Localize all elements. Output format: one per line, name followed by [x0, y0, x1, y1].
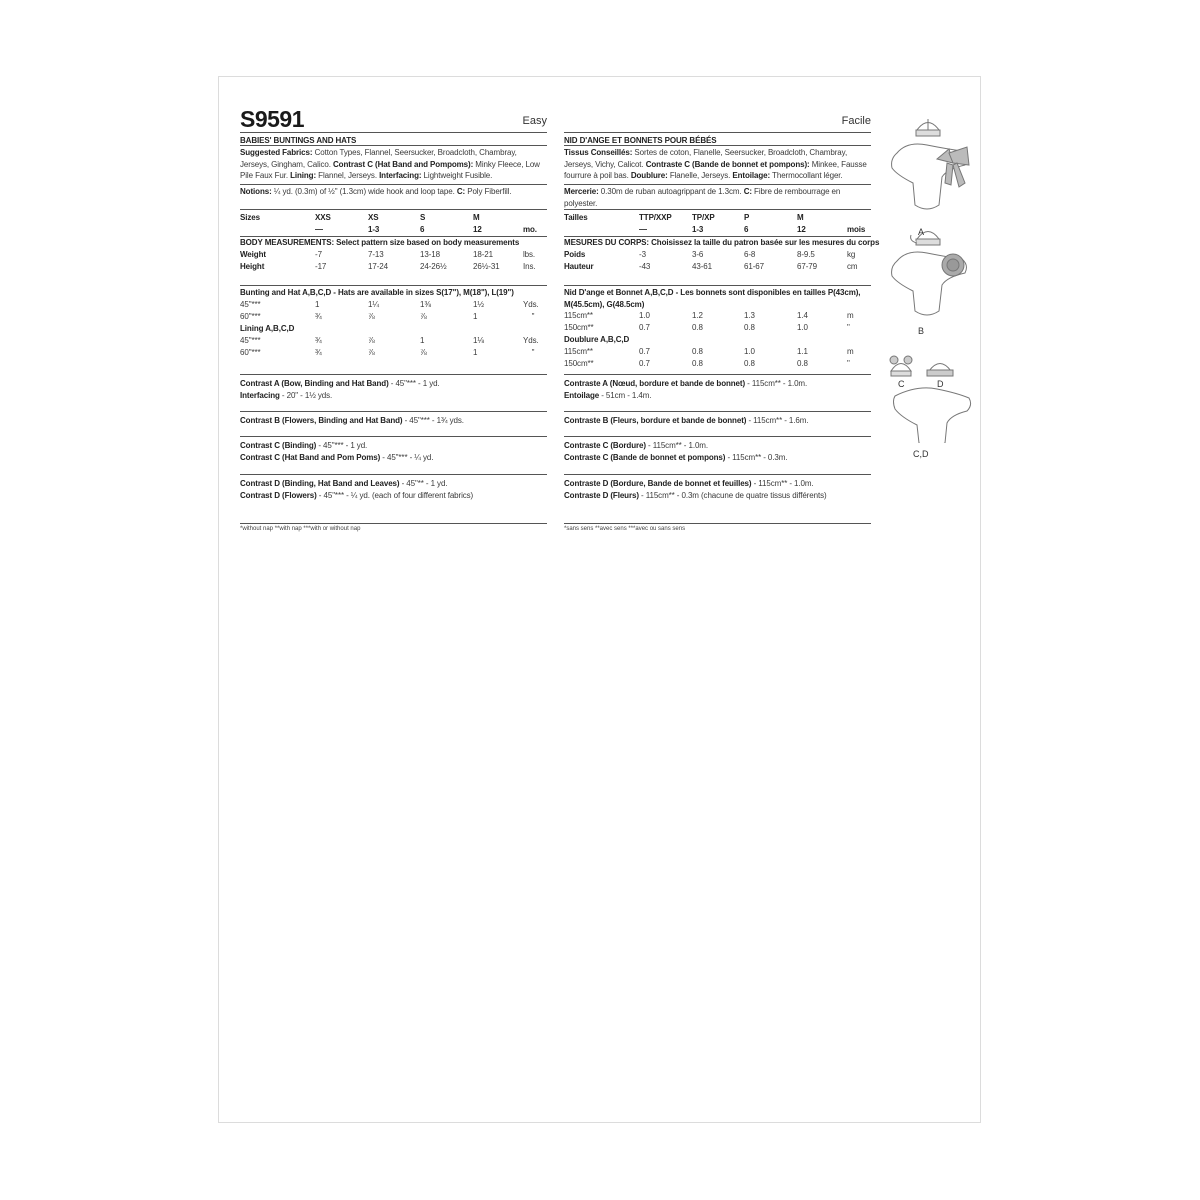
notions: Mercerie: 0.30m de ruban autoagrippant de 1.3cm. C: Fibre de rembourrage en polyester.	[564, 184, 871, 209]
sizes-row: Tailles TTP/XXP TP/XP P M	[564, 213, 804, 222]
yardage-table	[240, 285, 547, 359]
measurement-row: Height -17 17-24 24-26½ 26½-31 Ins.	[240, 262, 536, 271]
contrast-d: Contrast D (Binding, Hat Band and Leaves) - 45"** - 1 yd. Contrast D (Flowers) - 45"*** - ¼ yd. (each of four different fabrics)	[240, 474, 547, 501]
contrast-c: Contraste C (Bordure) - 115cm** - 1.0m. Contraste C (Bande de bonnet et pompons) - 115cm** - 0.3m.	[564, 436, 871, 463]
sizes-row: Sizes XXS XS S M	[240, 213, 480, 222]
lining-row: 115cm** 0.7 0.8 1.0 1.1 m	[564, 347, 854, 356]
ages-row: — 1-3 6 12 mois	[639, 225, 866, 234]
bunting-cd-icon	[894, 388, 971, 443]
measurement-row: Hauteur -43 43-61 61-67 67-79 cm	[564, 262, 858, 271]
yardage-heading: Nid D'ange et Bonnet A,B,C,D - Les bonnets sont disponibles en tailles P(43cm), M(45.5cm), G(48.5cm)	[564, 288, 861, 309]
footnote: *without nap **with nap ***with or without nap	[240, 523, 547, 532]
lining-row: 60"*** ¾ ⅞ ⅞ 1 "	[240, 348, 535, 357]
lining-row: 150cm** 0.7 0.8 0.8 0.8 "	[564, 359, 850, 368]
yardage-row: 150cm** 0.7 0.8 0.8 1.0 "	[564, 323, 850, 332]
pattern-code: S9591	[240, 106, 305, 132]
footnote: *sans sens **avec sens ***avec ou sans sens	[564, 523, 871, 532]
measurement-row: Weight -7 7-13 13-18 18-21 lbs.	[240, 250, 536, 259]
lining-heading: Doublure A,B,C,D	[564, 335, 630, 344]
view-label-d: D	[937, 379, 944, 389]
notions: Notions: ¼ yd. (0.3m) of ½" (1.3cm) wide hook and loop tape. C: Poly Fiberfill.	[240, 184, 547, 198]
body-measurements-heading: BODY MEASUREMENTS: Select pattern size based on body measurements	[240, 238, 520, 247]
view-label-cd: C,D	[913, 449, 929, 459]
difficulty-level: Facile	[841, 115, 871, 127]
hat-a-icon	[916, 119, 940, 136]
lining-heading: Lining A,B,C,D	[240, 324, 295, 333]
contrast-b: Contrast B (Flowers, Binding and Hat Band) - 45"*** - 1¾ yds.	[240, 411, 547, 427]
pattern-envelope-back	[218, 76, 981, 1123]
view-label-b: B	[918, 326, 925, 336]
suggested-fabrics: Suggested Fabrics: Cotton Types, Flannel, Seersucker, Broadcloth, Chambray, Jerseys, Gingham, Calico. Contrast C (Hat Band and Pompoms): Minky Fleece, Low Pile Faux Fur. Lining: Flannel, Jerseys. Interfacing: Lightweight Fusible.	[240, 145, 547, 182]
hat-b-icon	[911, 232, 940, 246]
yardage-table	[564, 285, 871, 370]
ages-row: — 1-3 6 12 mo.	[315, 225, 537, 234]
hat-d-icon	[927, 364, 953, 377]
lining-row: 45"*** ¾ ⅞ 1 1⅛ Yds.	[240, 336, 539, 345]
sizes-table	[240, 209, 547, 273]
hat-c-icon	[890, 356, 912, 376]
contrast-d: Contraste D (Bordure, Bande de bonnet et feuilles) - 115cm** - 1.0m. Contraste D (Fleurs) - 115cm** - 0.3m (chacune de quatre tissus différents)	[564, 474, 871, 501]
contrast-a: Contraste A (Nœud, bordure et bande de bonnet) - 115cm** - 1.0m. Entoilage - 51cm - 1.4m.	[564, 374, 871, 401]
yardage-row: 60"*** ¾ ⅞ ⅞ 1 "	[240, 312, 535, 321]
bunting-a-icon	[892, 144, 969, 209]
suggested-fabrics: Tissus Conseillés: Sortes de coton, Flanelle, Seersucker, Broadcloth, Chambray, Jerseys, Vichy, Calicot. Contraste C (Bande de bonnet et pompons): Minkee, Fausse fourrure à poil bas. Doublure: Flanelle, Jerseys. Entoilage: Thermocollant léger.	[564, 145, 871, 182]
contrast-b: Contraste B (Fleurs, bordure et bande de bonnet) - 115cm** - 1.6m.	[564, 411, 871, 427]
view-label-a: A	[918, 227, 925, 237]
garment-illustrations	[887, 113, 982, 443]
contrast-a: Contrast A (Bow, Binding and Hat Band) - 45"*** - 1 yd. Interfacing - 20" - 1½ yds.	[240, 374, 547, 401]
section-title: NID D'ANGE ET BONNETS POUR BÉBÉS	[564, 132, 871, 147]
sizes-table	[564, 209, 880, 273]
section-title: BABIES' BUNTINGS AND HATS	[240, 132, 547, 147]
body-measurements-heading: MESURES DU CORPS: Choisissez la taille du patron basée sur les mesures du corps	[564, 238, 880, 247]
yardage-row: 115cm** 1.0 1.2 1.3 1.4 m	[564, 311, 854, 320]
measurement-row: Poids -3 3-6 6-8 8-9.5 kg	[564, 250, 856, 259]
contrast-c: Contrast C (Binding) - 45"*** - 1 yd. Contrast C (Hat Band and Pom Poms) - 45"*** - ¼ yd.	[240, 436, 547, 463]
yardage-row: 45"*** 1 1¼ 1⅜ 1½ Yds.	[240, 300, 539, 309]
bunting-b-icon	[892, 252, 967, 315]
view-label-c: C	[898, 379, 905, 389]
yardage-heading: Bunting and Hat A,B,C,D - Hats are available in sizes S(17"), M(18"), L(19")	[240, 288, 514, 297]
difficulty-level: Easy	[522, 115, 547, 127]
